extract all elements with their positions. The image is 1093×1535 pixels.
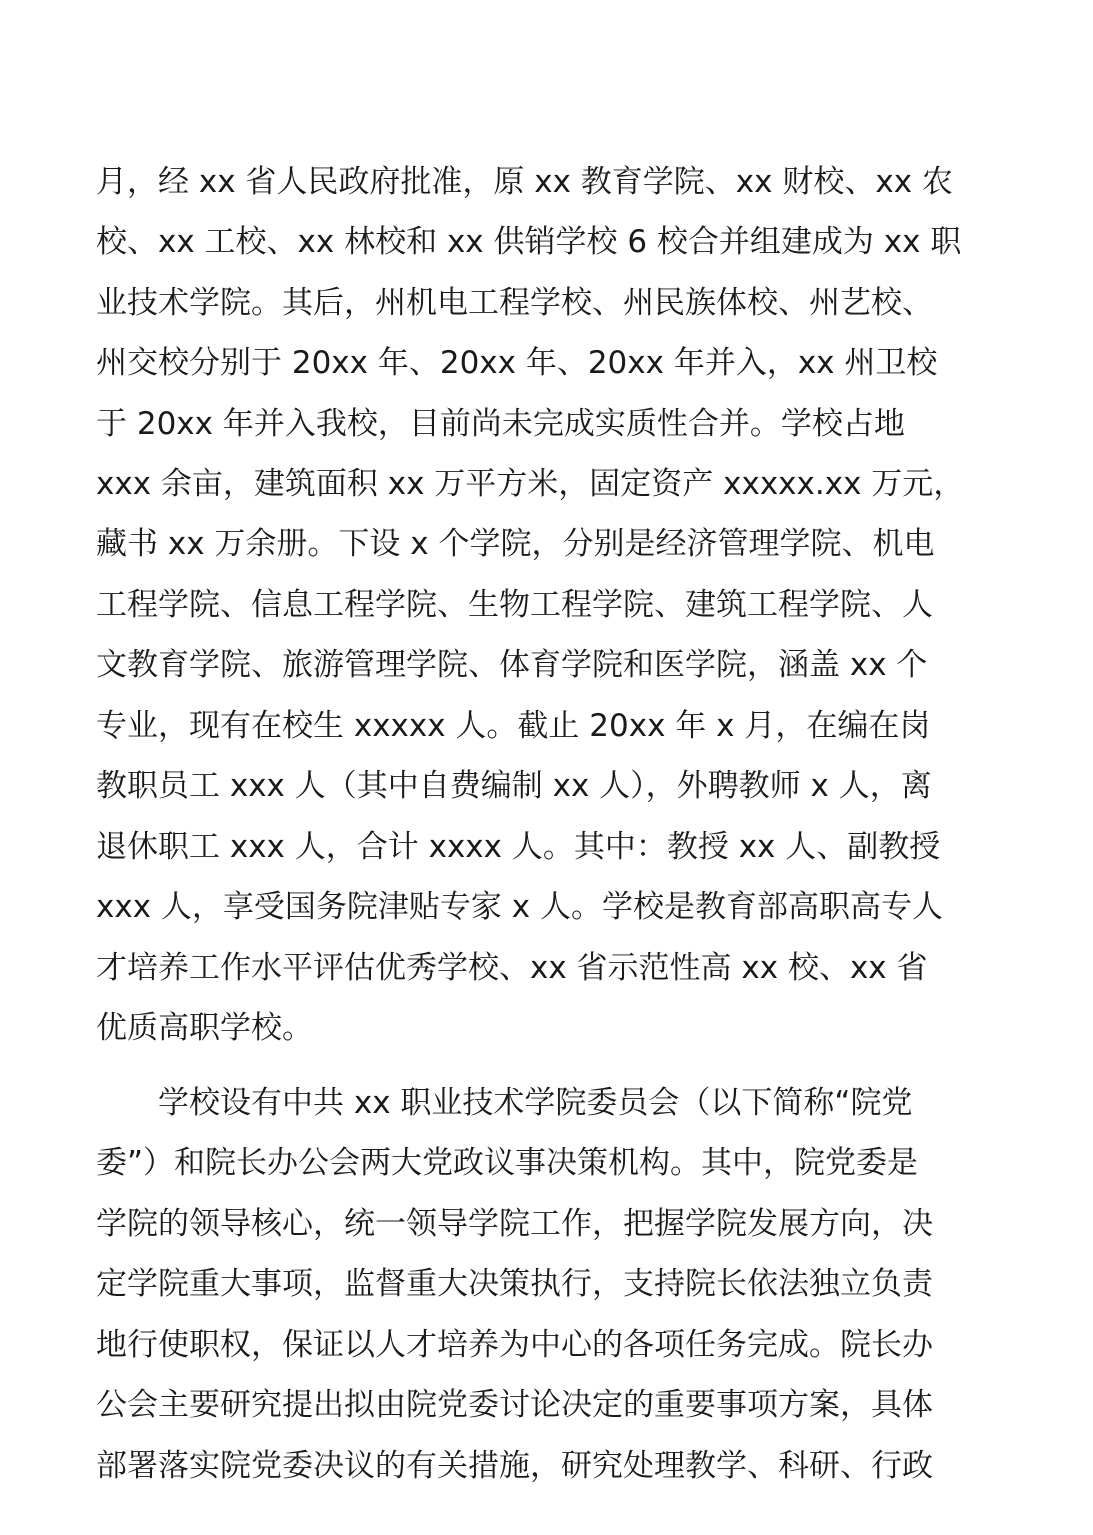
text-line: 委”）和院长办公会两大党政议事决策机构。其中，院党委是 xyxy=(96,1145,919,1181)
text-line: 于 20xx 年并入我校，目前尚未完成实质性合并。学校占地 xyxy=(96,406,905,442)
text-line: 公会主要研究提出拟由院党委讨论决定的重要事项方案，具体 xyxy=(96,1387,933,1423)
text-line: 校、xx 工校、xx 林校和 xx 供销学校 6 校合并组建成为 xx 职 xyxy=(96,224,962,260)
text-line: 文教育学院、旅游管理学院、体育学院和医学院，涵盖 xx 个 xyxy=(96,647,928,683)
text-line: 教职员工 xxx 人（其中自费编制 xx 人），外聘教师 x 人，离 xyxy=(96,768,932,804)
text-line: 州交校分别于 20xx 年、20xx 年、20xx 年并入，xx 州卫校 xyxy=(96,345,938,381)
text-line: 藏书 xx 万余册。下设 x 个学院，分别是经济管理学院、机电 xyxy=(96,526,935,562)
text-line: 工程学院、信息工程学院、生物工程学院、建筑工程学院、人 xyxy=(96,587,933,623)
text-line: xxx 余亩，建筑面积 xx 万平方米，固定资产 xxxxx.xx 万元， xyxy=(96,466,965,502)
text-line: 才培养工作水平评估优秀学校、xx 省示范性高 xx 校、xx 省 xyxy=(96,950,928,986)
text-line: xxx 人，享受国务院津贴专家 x 人。学校是教育部高职高专人 xyxy=(96,889,943,925)
text-line: 月，经 xx 省人民政府批准，原 xx 教育学院、xx 财校、xx 农 xyxy=(96,164,953,200)
text-line: 退休职工 xxx 人，合计 xxxx 人。其中：教授 xx 人、副教授 xyxy=(96,829,941,865)
text-line: 专业，现有在校生 xxxxx 人。截止 20xx 年 x 月，在编在岗 xyxy=(96,708,931,744)
text-line: 地行使职权，保证以人才培养为中心的各项任务完成。院长办 xyxy=(96,1327,933,1363)
text-line: 学校设有中共 xx 职业技术学院委员会（以下简称“院党 xyxy=(96,1085,913,1121)
text-line: 定学院重大事项，监督重大决策执行，支持院长依法独立负责 xyxy=(96,1266,933,1302)
text-line: 部署落实院党委决议的有关措施，研究处理教学、科研、行政 xyxy=(96,1448,933,1484)
text-line: 优质高职学校。 xyxy=(96,1010,313,1046)
text-line: 业技术学院。其后，州机电工程学校、州民族体校、州艺校、 xyxy=(96,285,933,321)
text-line: 学院的领导核心，统一领导学院工作，把握学院发展方向，决 xyxy=(96,1206,933,1242)
